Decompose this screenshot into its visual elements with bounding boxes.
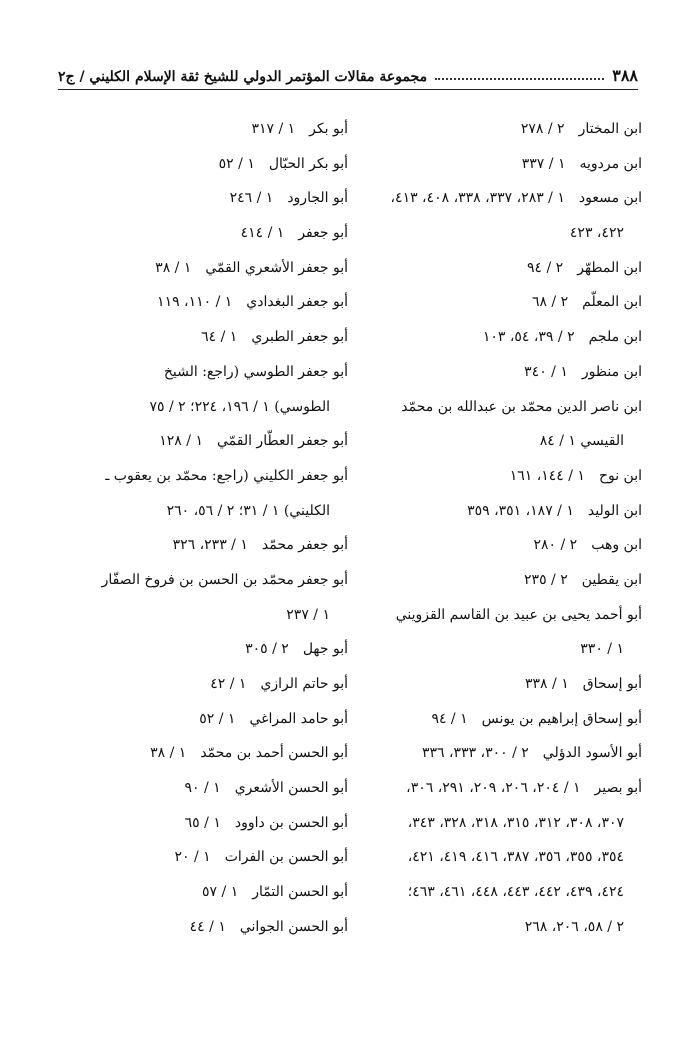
index-entry-continuation xyxy=(372,875,642,910)
entry-page-refs: ٢ / ٣٠٠، ٣٣٣، ٣٣٦ xyxy=(422,745,529,762)
index-entry xyxy=(70,806,348,841)
entry-page-refs: ٢ / ٢٧٨ xyxy=(520,121,565,137)
entry-name: أبو الحسن بن الفرات xyxy=(224,849,348,866)
entry-page-refs: ١ / ٤٤ xyxy=(189,918,226,935)
entry-page-refs: الطوسي) ١ / ١٩٦، ٢٢٤؛ ٢ / ٧٥ xyxy=(149,398,330,415)
index-entry xyxy=(372,112,642,147)
index-column-right xyxy=(372,112,642,945)
entry-name: أبو جعفر محمّد xyxy=(261,537,348,554)
index-entry xyxy=(70,424,348,459)
index-entry xyxy=(70,216,348,251)
index-entry xyxy=(70,702,348,737)
index-entry xyxy=(70,181,348,216)
index-entry-continuation xyxy=(372,632,642,667)
dot-leader xyxy=(435,78,604,80)
entry-name: ابن منظور xyxy=(581,363,642,380)
entry-page-refs: ١ / ١١٠، ١١٩ xyxy=(157,294,233,311)
entry-name: أبو حاتم الرازي xyxy=(260,676,348,692)
entry-name: أبو جعفر الأشعري القمّي xyxy=(205,259,348,276)
entry-name: أبو أحمد يحيى بن عبيد بن القاسم القزويني xyxy=(395,606,642,623)
entry-page-refs: ٢ / ٢٣٥ xyxy=(524,571,568,588)
entry-name: ابن يقطين xyxy=(581,571,642,588)
entry-page-refs: ١ / ٢٨٣، ٣٣٧، ٣٣٨، ٤٠٨، ٤١٣، xyxy=(390,190,565,207)
entry-page-refs: ٤٢٤، ٤٣٩، ٤٤٢، ٤٤٣، ٤٤٨، ٤٦١، ٤٦٣؛ xyxy=(407,884,624,901)
entry-page-refs: ١ / ١٢٨ xyxy=(159,433,203,450)
entry-page-refs: ٢ / ٣٠٥ xyxy=(245,641,289,658)
index-entry xyxy=(70,355,348,390)
entry-page-refs: ١ / ٣٣٧ xyxy=(521,155,566,172)
entry-name: ابن مردويه xyxy=(579,155,642,172)
index-entry xyxy=(372,563,642,598)
entry-name: أبو الحسن الجواني xyxy=(239,918,348,935)
index-entry xyxy=(372,459,642,494)
entry-name: أبو الحسن بن داوود xyxy=(234,814,348,831)
index-entry-continuation xyxy=(70,494,348,529)
index-entry xyxy=(70,667,348,702)
entry-name: أبو بكر xyxy=(309,121,348,137)
entry-name: ابن المختار xyxy=(578,121,642,137)
index-entry xyxy=(372,771,642,806)
entry-name: أبو جعفر الكليني (راجع: محمّد بن يعقوب ـ xyxy=(105,467,348,484)
index-entry xyxy=(372,181,642,216)
entry-page-refs: ١ / ٩٠ xyxy=(184,780,221,797)
entry-name: أبو بكر الحبّال xyxy=(268,155,348,172)
entry-name: أبو جعفر الطوسي (راجع: الشيخ xyxy=(163,363,348,380)
entry-page-refs: ١ / ٣٣٨ xyxy=(525,676,569,692)
entry-name: ابن ملجم xyxy=(588,329,642,346)
entry-name: أبو جعفر الطبري xyxy=(251,329,348,346)
entry-name: أبو حامد المراغي xyxy=(249,710,348,727)
index-entry xyxy=(372,598,642,633)
index-entry xyxy=(372,494,642,529)
entry-page-refs: ١ / ٥٢ xyxy=(199,710,236,727)
entry-page-refs: ١ / ٣٨ xyxy=(150,745,187,762)
header-title: مجموعة مقالات المؤتمر الدولي للشيخ ثقة الإسلام الكليني / ج٢ xyxy=(58,69,428,85)
index-entry xyxy=(372,702,642,737)
entry-page-refs: ١ / ٤٢ xyxy=(210,676,247,692)
index-entry xyxy=(70,528,348,563)
entry-page-refs: ١ / ٥٧ xyxy=(202,884,239,901)
index-entry xyxy=(372,736,642,771)
index-entry xyxy=(70,112,348,147)
entry-page-refs: القيسي ١ / ٨٤ xyxy=(539,433,624,450)
index-column-left xyxy=(70,112,348,945)
entry-page-refs: ١ / ٣١٧ xyxy=(251,121,296,137)
index-entry-continuation xyxy=(70,390,348,425)
entry-page-refs: ١ / ٩٤ xyxy=(431,710,468,727)
index-entry-continuation xyxy=(372,806,642,841)
index-entry xyxy=(70,563,348,598)
entry-name: أبو الجارود xyxy=(287,190,348,207)
index-entry xyxy=(372,320,642,355)
entry-name: أبو جعفر محمّد بن الحسن بن فروخ الصفّار xyxy=(101,571,348,588)
index-entry-continuation xyxy=(372,910,642,945)
entry-page-refs: ١ / ٤١٤ xyxy=(240,225,285,242)
entry-name: أبو الحسن التمّار xyxy=(252,884,348,901)
entry-page-refs: ٢ / ٥٨، ٢٠٦، ٢٦٨ xyxy=(524,918,624,935)
index-entry-continuation xyxy=(372,840,642,875)
entry-page-refs: ١ / ٢٠ xyxy=(174,849,211,866)
entry-name: أبو إسحاق إبراهيم بن يونس xyxy=(481,710,642,727)
index-entry xyxy=(70,840,348,875)
index-entry-continuation xyxy=(372,424,642,459)
entry-page-refs: ١ / ١٨٧، ٣٥١، ٣٥٩ xyxy=(467,502,574,519)
entry-page-refs: الكليني) ١ / ٣١؛ ٢ / ٥٦، ٢٦٠ xyxy=(166,502,330,519)
entry-name: أبو الحسن أحمد بن محمّد xyxy=(200,745,348,762)
entry-page-refs: ١ / ٦٥ xyxy=(184,814,221,831)
index-entry-continuation xyxy=(372,216,642,251)
entry-page-refs: ٤٢٢، ٤٢٣ xyxy=(569,225,624,242)
index-entry xyxy=(70,320,348,355)
entry-page-refs: ١ / ٣٨ xyxy=(155,259,192,276)
entry-name: ابن الوليد xyxy=(587,502,642,519)
entry-page-refs: ١ / ٢٠٤، ٢٠٦، ٢٠٩، ٢٩١، ٣٠٦، xyxy=(406,780,581,797)
index-entry xyxy=(372,147,642,182)
entry-page-refs: ١ / ٣٤٠ xyxy=(524,363,568,380)
index-entry xyxy=(70,771,348,806)
index-entry xyxy=(70,632,348,667)
index-entry xyxy=(70,875,348,910)
index-entry xyxy=(372,355,642,390)
index-entry xyxy=(70,910,348,945)
entry-name: أبو الحسن الأشعري xyxy=(234,780,348,797)
entry-page-refs: ٢ / ٢٨٠ xyxy=(533,537,578,554)
entry-page-refs: ٣٠٧، ٣٠٨، ٣١٢، ٣١٥، ٣١٨، ٣٢٨، ٣٤٣، xyxy=(407,814,624,831)
index-entry-continuation xyxy=(70,598,348,633)
entry-name: ابن نوح xyxy=(598,467,642,484)
entry-page-refs: ١ / ٢٣٣، ٣٢٦ xyxy=(172,537,248,554)
entry-page-refs: ١ / ٥٢ xyxy=(218,155,255,172)
entry-name: أبو جهل xyxy=(302,641,348,658)
entry-page-refs: ٢ / ٣٩، ٥٤، ١٠٣ xyxy=(482,329,575,346)
running-header xyxy=(58,60,638,90)
index-entry xyxy=(372,667,642,702)
entry-name: أبو إسحاق xyxy=(582,676,642,692)
entry-name: ابن مسعود xyxy=(578,190,642,207)
entry-name: أبو الأسود الدؤلي xyxy=(542,745,642,762)
index-entry xyxy=(70,285,348,320)
entry-page-refs: ١ / ٦٤ xyxy=(201,329,238,346)
entry-name: ابن المعلّم xyxy=(582,294,642,311)
entry-name: ابن المطهّر xyxy=(577,259,642,276)
index-entry xyxy=(372,251,642,286)
index-entry xyxy=(372,528,642,563)
entry-page-refs: ١ / ٣٣٠ xyxy=(580,641,624,658)
entry-name: أبو بصير xyxy=(594,780,642,797)
entry-name: أبو جعفر xyxy=(298,225,348,242)
index-entry xyxy=(70,251,348,286)
entry-page-refs: ٢ / ٦٨ xyxy=(531,294,569,311)
entry-page-refs: ١ / ٢٣٧ xyxy=(286,606,330,623)
index-entry xyxy=(70,459,348,494)
index-entry xyxy=(70,147,348,182)
index-entry xyxy=(372,285,642,320)
page-number: ٣٨٨ xyxy=(612,66,638,85)
entry-page-refs: ١ / ٢٤٦ xyxy=(229,190,274,207)
entry-page-refs: ٢ / ٩٤ xyxy=(526,259,564,276)
entry-page-refs: ٣٥٤، ٣٥٥، ٣٥٦، ٣٨٧، ٤١٦، ٤١٩، ٤٢١، xyxy=(407,849,624,866)
index-entry xyxy=(372,390,642,425)
entry-name: أبو جعفر العطّار القمّي xyxy=(216,433,348,450)
entry-name: أبو جعفر البغدادي xyxy=(246,294,348,311)
entry-page-refs: ١ / ١٤٤، ١٦١ xyxy=(509,467,585,484)
entry-name: ابن وهب xyxy=(591,537,642,554)
index-entry xyxy=(70,736,348,771)
entry-name: ابن ناصر الدين محمّد بن عبدالله بن محمّد xyxy=(401,398,642,415)
